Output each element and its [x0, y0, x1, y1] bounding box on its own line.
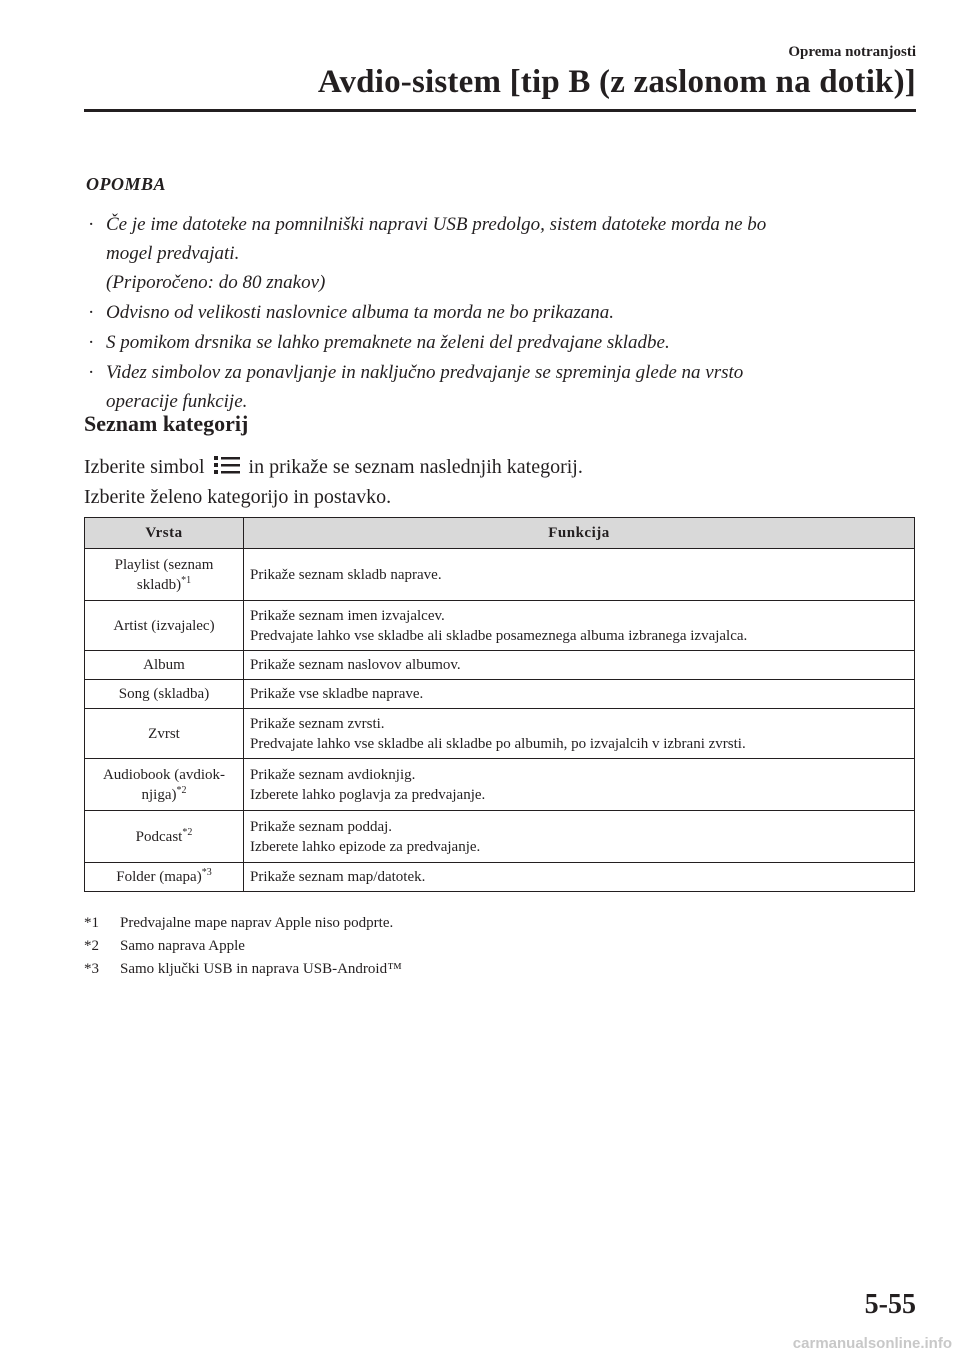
note-line: (Priporočeno: do 80 znakov)	[106, 272, 326, 293]
type-label: Playlist (seznam skladb)	[114, 556, 214, 593]
intro-text-after-icon: in prikaže se seznam naslednjih kategorij.	[248, 456, 583, 478]
footnote-ref: *2	[176, 784, 187, 796]
function-line: Prikaže seznam map/datotek.	[250, 869, 426, 885]
section-title: Seznam kategorij	[84, 411, 249, 436]
table-row	[85, 549, 915, 601]
bullet-icon: ·	[88, 362, 95, 383]
note-line: Če je ime datoteke na pomnilniški napravi USB predolgo, sistem datoteke morda ne bo	[106, 214, 767, 235]
type-label: Artist (izvajalec)	[113, 617, 215, 634]
function-line: Prikaže seznam skladb naprave.	[250, 566, 442, 583]
function-cell	[244, 863, 915, 892]
type-label: Album	[143, 657, 185, 673]
bullet-icon: ·	[88, 332, 95, 353]
function-cell	[244, 549, 915, 601]
note-line: Videz simbolov za ponavljanje in naključno predvajanje se spreminja glede na vrsto	[106, 362, 744, 383]
footnote-list	[84, 912, 402, 981]
function-line: Prikaže seznam poddaj.	[250, 818, 393, 835]
type-label: Song (skladba)	[118, 686, 210, 702]
table-row	[85, 811, 915, 863]
footnote-ref: *3	[201, 867, 212, 878]
function-line: Prikaže seznam imen izvajalcev.	[250, 607, 445, 624]
function-line: Predvajate lahko vse skladbe ali skladbe po albumih, po izvajalcih v izbrani zvrsti.	[250, 735, 746, 752]
intro-line-1	[84, 452, 904, 482]
bullet-icon: ·	[88, 214, 95, 235]
table-row	[85, 651, 915, 680]
footnote-ref: *2	[182, 826, 193, 838]
page-title: Avdio-sistem [tip B (z zaslonom na dotik)]	[317, 64, 916, 100]
type-cell	[85, 863, 244, 892]
table-header-row	[85, 518, 915, 549]
header-divider	[84, 109, 916, 112]
function-line: Prikaže seznam naslovov albumov.	[250, 657, 461, 673]
note-item	[86, 358, 886, 416]
type-cell	[85, 811, 244, 863]
intro-line-2: Izberite želeno kategorijo in postavko.	[84, 486, 392, 508]
table-row	[85, 709, 915, 759]
type-cell	[85, 759, 244, 811]
function-cell	[244, 759, 915, 811]
function-cell	[244, 651, 915, 680]
note-heading: OPOMBA	[86, 174, 167, 194]
type-cell	[85, 601, 244, 651]
function-cell	[244, 680, 915, 709]
function-line: Prikaže seznam zvrsti.	[250, 715, 385, 732]
function-line: Izberete lahko epizode za predvajanje.	[250, 838, 481, 855]
note-item	[86, 298, 886, 327]
note-line: mogel predvajati.	[106, 243, 240, 264]
type-label: Folder (mapa)	[116, 869, 202, 885]
section-intro	[84, 452, 904, 512]
list-icon	[213, 455, 241, 475]
footnote	[84, 912, 402, 935]
bullet-icon: ·	[88, 302, 95, 323]
column-header-type: Vrsta	[85, 518, 244, 549]
function-cell	[244, 601, 915, 651]
footnote-text: Predvajalne mape naprav Apple niso podprte.	[120, 915, 394, 931]
footnote-mark: *3	[84, 961, 99, 977]
function-cell	[244, 811, 915, 863]
footnote-text: Samo naprava Apple	[120, 938, 245, 954]
function-line: Izberete lahko poglavja za predvajanje.	[250, 786, 486, 803]
footnote-ref: *1	[181, 574, 192, 586]
footnote	[84, 958, 402, 981]
type-cell	[85, 651, 244, 680]
function-line: Prikaže vse skladbe naprave.	[250, 686, 424, 702]
footnote-mark: *2	[84, 938, 99, 954]
type-label: Audiobook (avdiok-njiga)	[102, 766, 226, 803]
function-cell	[244, 709, 915, 759]
table-row	[85, 680, 915, 709]
type-cell	[85, 549, 244, 601]
note-item	[86, 210, 886, 297]
footnote	[84, 935, 402, 958]
note-line: S pomikom drsnika se lahko premaknete na želeni del predvajane skladbe.	[106, 332, 670, 353]
footnote-mark: *1	[84, 915, 99, 931]
type-cell	[85, 680, 244, 709]
page-number: 5-55	[864, 1289, 916, 1320]
note-line: operacije funkcije.	[106, 391, 248, 412]
type-cell	[85, 709, 244, 759]
table-row	[85, 863, 915, 892]
type-label: Podcast	[135, 828, 183, 845]
intro-text-before-icon: Izberite simbol	[84, 456, 205, 478]
footnote-text: Samo ključki USB in naprava USB-Android™	[120, 961, 402, 977]
watermark-link[interactable]: carmanualsonline.info	[792, 1335, 952, 1352]
column-header-function: Funkcija	[244, 518, 915, 549]
note-item	[86, 328, 886, 357]
table-row	[85, 759, 915, 811]
function-line: Prikaže seznam avdioknjig.	[250, 766, 416, 783]
table-row	[85, 601, 915, 651]
note-list	[86, 210, 886, 417]
note-line: Odvisno od velikosti naslovnice albuma ta morda ne bo prikazana.	[106, 302, 615, 323]
header-section-label: Oprema notranjosti	[788, 44, 916, 60]
type-label: Zvrst	[148, 725, 180, 742]
function-line: Predvajate lahko vse skladbe ali skladbe posameznega albuma izbranega izvajalca.	[250, 627, 748, 644]
category-table	[84, 517, 915, 892]
